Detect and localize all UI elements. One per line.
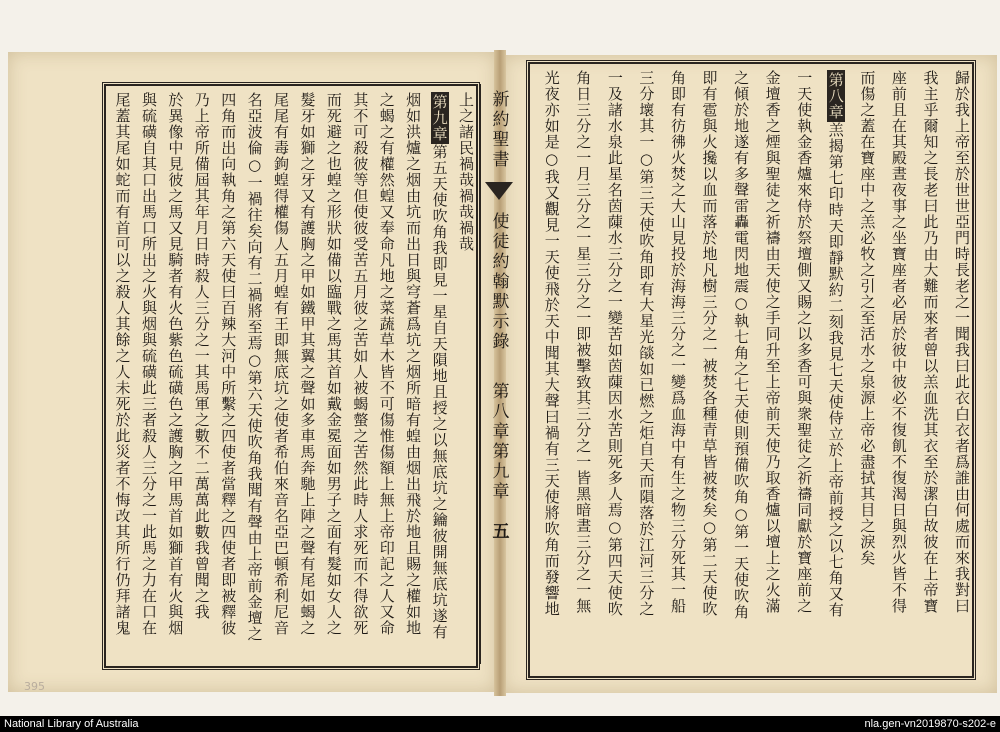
text-column xyxy=(423,86,449,666)
section-title: 使徒約翰默示錄 xyxy=(488,212,509,352)
footer-library-name: National Library of Australia xyxy=(4,718,139,730)
right-text-block xyxy=(528,62,974,678)
leaf-number: 五 xyxy=(488,522,509,542)
column-text: 第五天使吹角我即見一星自天隕地且授之以無底坑之鑰彼開無底坑遂有 xyxy=(430,144,449,640)
text-column: 即有雹與火攙以血而落於地凡樹三分之一被焚各種青草皆被焚矣○第二天使吹 xyxy=(700,70,719,617)
chapter-label-lower: 第九章 xyxy=(488,442,509,502)
text-column: 而傷之蓋在寶座中之羔必牧之引之至活水之泉源上帝必盡拭其目之淚矣 xyxy=(858,70,877,566)
text-column: 一天使執金香爐來侍於祭壇側又賜之以多香可與衆聖徒之祈禱同獻於寶座前之 xyxy=(795,70,814,614)
text-column: 乃上帝所備屆其年月日時殺人三分之一其馬軍之數不二萬萬此數我曾聞之我 xyxy=(192,92,211,620)
left-columns xyxy=(106,86,476,666)
text-column: 歸於我上帝至於世世亞門時長老之一聞我曰此衣白衣者爲誰由何處而來我對曰 xyxy=(953,70,971,614)
text-column: 於異像中見彼之馬又見騎者有火色紫色硫磺色之護胸之甲馬首如獅首有火與烟 xyxy=(166,92,185,636)
text-column: 金壇香之煙與聖徒之祈禱由天使之手同升至上帝前天使乃取香爐以壇上之火滿 xyxy=(763,70,782,614)
footer-record-id: nla.gen-vn2019870-s202-e xyxy=(864,718,996,730)
center-title-column xyxy=(480,84,517,664)
text-column xyxy=(814,64,846,676)
text-column: 髮牙如獅之牙又有護胸之甲如鐵甲其翼之聲如多車馬奔馳上陣之聲有尾如蝎之 xyxy=(298,92,317,636)
text-column: 其不可殺彼等但使彼受苦五月彼之苦如人被蝎螫之苦然此時人求死而不得欲死 xyxy=(351,92,370,636)
fish-tail-mark xyxy=(485,182,513,200)
text-column: 角即有彷彿火焚之大山見投於海海三分之一變爲血海中有生之物三分死其一船 xyxy=(668,70,687,614)
text-column: 尾尾有毒鉤蝗得權傷人五月蝗有王即無底坑之使者希伯來音名亞巴頓希利尼音 xyxy=(272,92,291,636)
chapter-label: 第八章 xyxy=(488,382,509,442)
text-column: 光夜亦如是○我又觀見一天使飛於天中聞其大聲曰禍有三天使將吹角而發響地 xyxy=(542,70,561,617)
left-text-block xyxy=(104,84,478,668)
chapter-marker: 第八章 xyxy=(826,72,845,120)
text-column: 角日三分之一月三分之一星三分之一即被擊致其三分之一皆黑暗晝三分之一無 xyxy=(574,70,593,614)
text-column: 之傾於地遂有多聲雷轟電閃地震○執七角之七天使則預備吹角○第一天使吹角 xyxy=(732,70,751,620)
text-column: 而死避之也蝗之形狀如備以臨戰之馬其首如戴金冕面如男子之面有髮如女人之 xyxy=(324,92,343,636)
text-column: 座前且在其殿晝夜事之坐寶座者必居於彼中彼必不復飢不復渴日與烈火皆不得 xyxy=(889,70,908,614)
text-column: 四角而出向執角之第六天使曰百辣大河中所繫之四使者當釋之四使者即被釋彼 xyxy=(219,92,238,636)
text-column: 與硫磺自其口出馬口所出之火與烟與硫磺此三者殺人三分之一此馬之力在口在 xyxy=(139,92,158,636)
text-column: 我主乎爾知之長老曰此乃由大難而來者曾以羔血洗其衣至於潔白故彼在上帝寶 xyxy=(921,70,940,614)
text-column: 上之諸民禍哉禍哉禍哉 xyxy=(457,92,475,252)
text-column: 三分壞其一○第三天使吹角即有大星光燄如已燃之炬自天而隕落於江河三分之 xyxy=(637,70,656,617)
pencil-note: 395 xyxy=(24,680,45,693)
text-column: 之蝎之有權然蝗又奉命凡地之菜蔬草木皆不可傷惟傷額上無上帝印記之人又命 xyxy=(377,92,396,636)
column-text: 羔揭第七印時天即靜默約二刻我見七天使侍立於上帝前授之以七角又有 xyxy=(826,122,845,618)
right-columns xyxy=(530,64,972,676)
footer-bar xyxy=(0,716,1000,732)
text-column: 名亞波倫○一禍往矣向有二禍將至焉○第六天使吹角我聞有聲由上帝前金壇之 xyxy=(245,92,264,642)
book-title: 新約聖書 xyxy=(488,90,509,170)
chapter-marker: 第九章 xyxy=(430,94,449,142)
text-column: 尾蓋其尾如蛇而有首可以之殺人其餘之人未死於此災者不悔改其所行仍拜諸鬼 xyxy=(113,92,132,636)
text-column: 烟如洪爐之烟由坑而出日與穹蒼爲坑之烟所暗有蝗由烟出飛於地且賜之權如地 xyxy=(404,92,423,636)
text-column: 一及諸水泉此星名茵蔯水三分之一變苦如茵蔯因水苦則死多人焉○第四天使吹 xyxy=(605,70,624,617)
